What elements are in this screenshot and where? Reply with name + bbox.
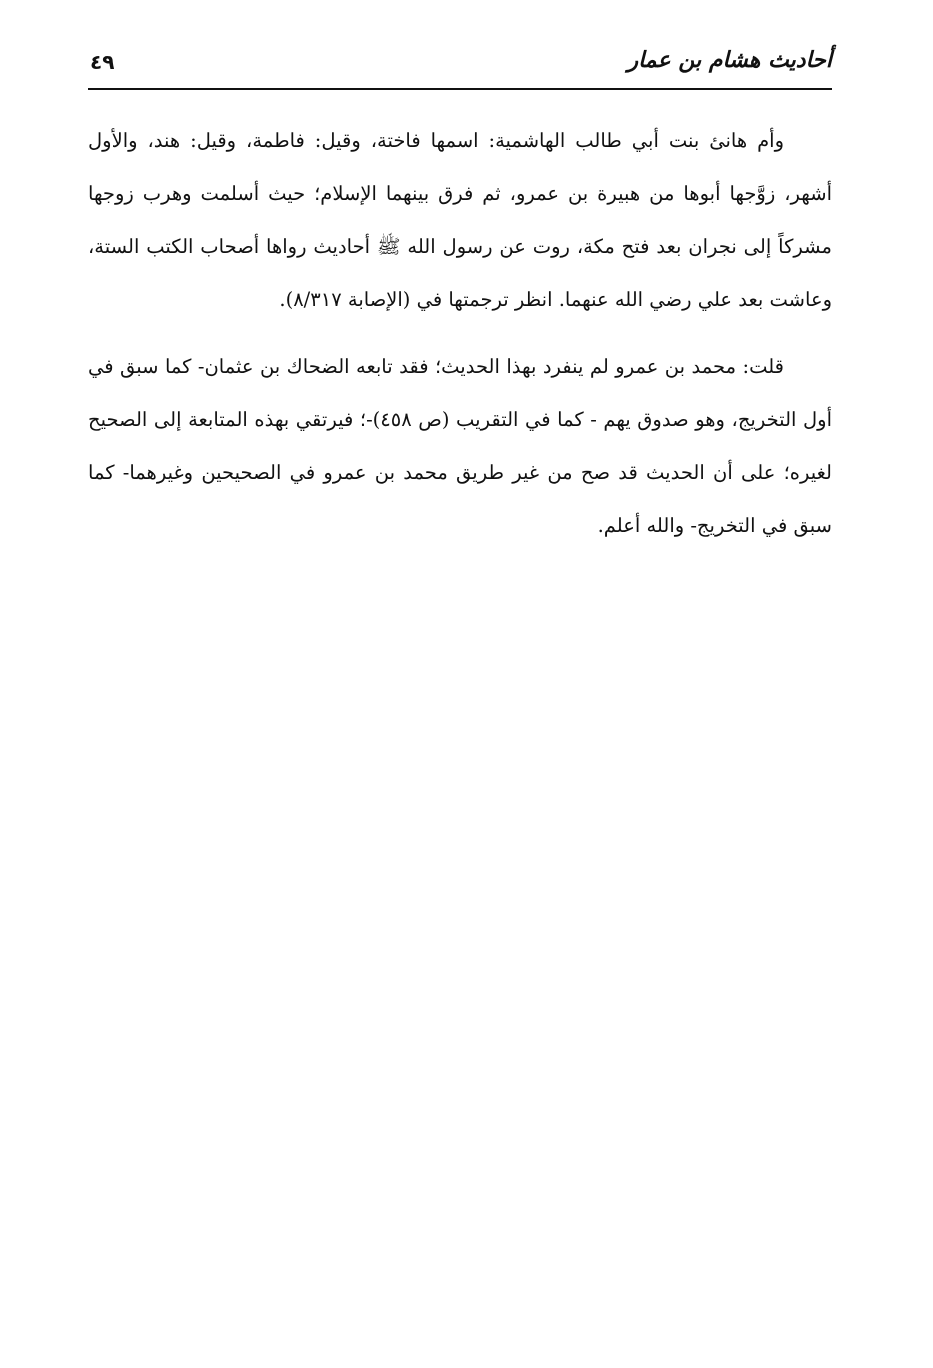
paragraph-commentary: قلت: محمد بن عمرو لم ينفرد بهذا الحديث؛ فقد تابعه الضحاك بن عثمان- كما سبق في أول التخريج، وهو صدوق يهم - كما في التقريب (ص ٤٥٨)-؛ فيرتقي بهذه المتابعة إلى الصحيح لغيره؛ على أن الحديث قد صح من غير طريق محمد بن عمرو في الصحيحين وغيرهما- كما سبق في التخريج- والله أعلم.	[88, 355, 832, 537]
page-body	[88, 114, 832, 566]
page-number: ٤٩	[90, 50, 115, 74]
page-header	[88, 40, 832, 90]
book-title: أحاديث هشام بن عمار	[627, 48, 832, 73]
paragraph-biography: وأم هانئ بنت أبي طالب الهاشمية: اسمها فاختة، وقيل: فاطمة، وقيل: هند، والأول أشهر، زوَّجها أبوها من هبيرة بن عمرو، ثم فرق بينهما الإسلام؛ حيث أسلمت وهرب زوجها مشركاً إلى نجران بعد فتح مكة، روت عن رسول الله ﷺ أحاديث رواها أصحاب الكتب الستة، وعاشت بعد علي رضي الله عنهما. انظر ترجمتها في (الإصابة ٨/٣١٧).	[88, 129, 832, 311]
